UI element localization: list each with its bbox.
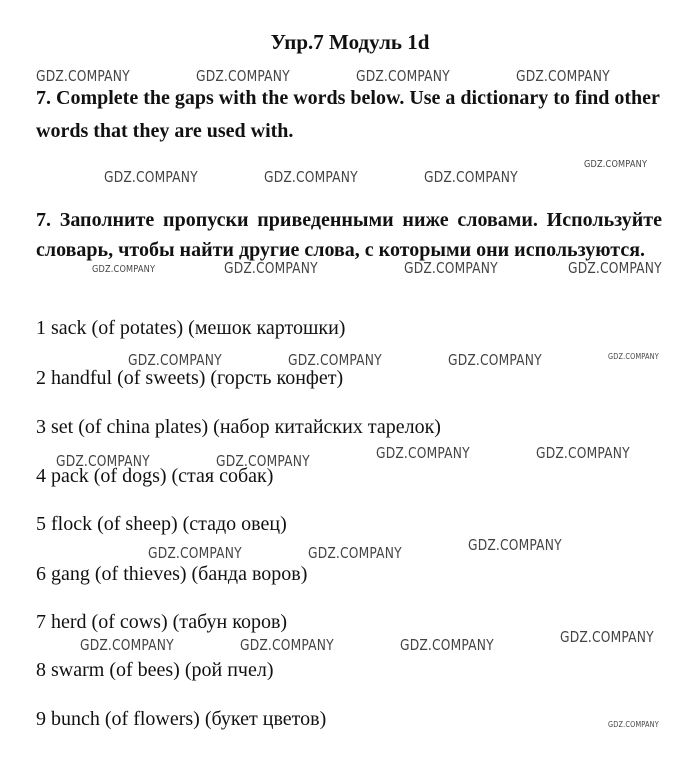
watermark: GDZ.COMPANY bbox=[608, 720, 659, 729]
watermark: GDZ.COMPANY bbox=[560, 628, 654, 646]
watermark: GDZ.COMPANY bbox=[224, 259, 318, 277]
list-item: 9 bunch (of flowers) (букет цветов) bbox=[36, 708, 327, 730]
watermark: GDZ.COMPANY bbox=[424, 168, 518, 186]
watermark: GDZ.COMPANY bbox=[128, 351, 222, 369]
watermark: GDZ.COMPANY bbox=[36, 67, 130, 85]
watermark: GDZ.COMPANY bbox=[308, 544, 402, 562]
watermark: GDZ.COMPANY bbox=[56, 452, 150, 470]
watermark: GDZ.COMPANY bbox=[264, 168, 358, 186]
page-title: Упр.7 Модуль 1d bbox=[270, 30, 430, 54]
watermark: GDZ.COMPANY bbox=[104, 168, 198, 186]
watermark: GDZ.COMPANY bbox=[80, 636, 174, 654]
list-item: 7 herd (of cows) (табун коров) bbox=[36, 611, 288, 633]
list-item: 3 set (of china plates) (набор китайских тарелок) bbox=[36, 416, 441, 438]
watermark: GDZ.COMPANY bbox=[404, 259, 498, 277]
watermark: GDZ.COMPANY bbox=[516, 67, 610, 85]
watermark: GDZ.COMPANY bbox=[148, 544, 242, 562]
watermark: GDZ.COMPANY bbox=[240, 636, 334, 654]
list-item: 5 flock (of sheep) (стадо овец) bbox=[36, 513, 287, 535]
watermark: GDZ.COMPANY bbox=[448, 351, 542, 369]
watermark: GDZ.COMPANY bbox=[196, 67, 290, 85]
watermark: GDZ.COMPANY bbox=[536, 444, 630, 462]
instruction-english: 7. Complete the gaps with the words below. Use a dictionary to find other words that they are used with. bbox=[36, 87, 660, 142]
list-item: 6 gang (of thieves) (банда воров) bbox=[36, 563, 308, 585]
watermark: GDZ.COMPANY bbox=[400, 636, 494, 654]
watermark: GDZ.COMPANY bbox=[376, 444, 470, 462]
watermark: GDZ.COMPANY bbox=[584, 159, 648, 170]
watermark: GDZ.COMPANY bbox=[608, 352, 659, 361]
list-item: 4 pack (of dogs) (стая собак) bbox=[36, 465, 274, 487]
watermark: GDZ.COMPANY bbox=[216, 452, 310, 470]
watermark: GDZ.COMPANY bbox=[288, 351, 382, 369]
instruction-russian: 7. Заполните пропуски приведенными ниже словами. Используйте словарь, чтобы найти другие слова, с которыми они используются. bbox=[36, 209, 662, 261]
watermark: GDZ.COMPANY bbox=[356, 67, 450, 85]
watermark: GDZ.COMPANY bbox=[92, 264, 156, 275]
watermark: GDZ.COMPANY bbox=[568, 259, 662, 277]
list-item: 2 handful (of sweets) (горсть конфет) bbox=[36, 367, 344, 389]
watermark: GDZ.COMPANY bbox=[468, 536, 562, 554]
list-item: 8 swarm (of bees) (рой пчел) bbox=[36, 659, 274, 681]
list-item: 1 sack (of potates) (мешок картошки) bbox=[36, 317, 346, 339]
